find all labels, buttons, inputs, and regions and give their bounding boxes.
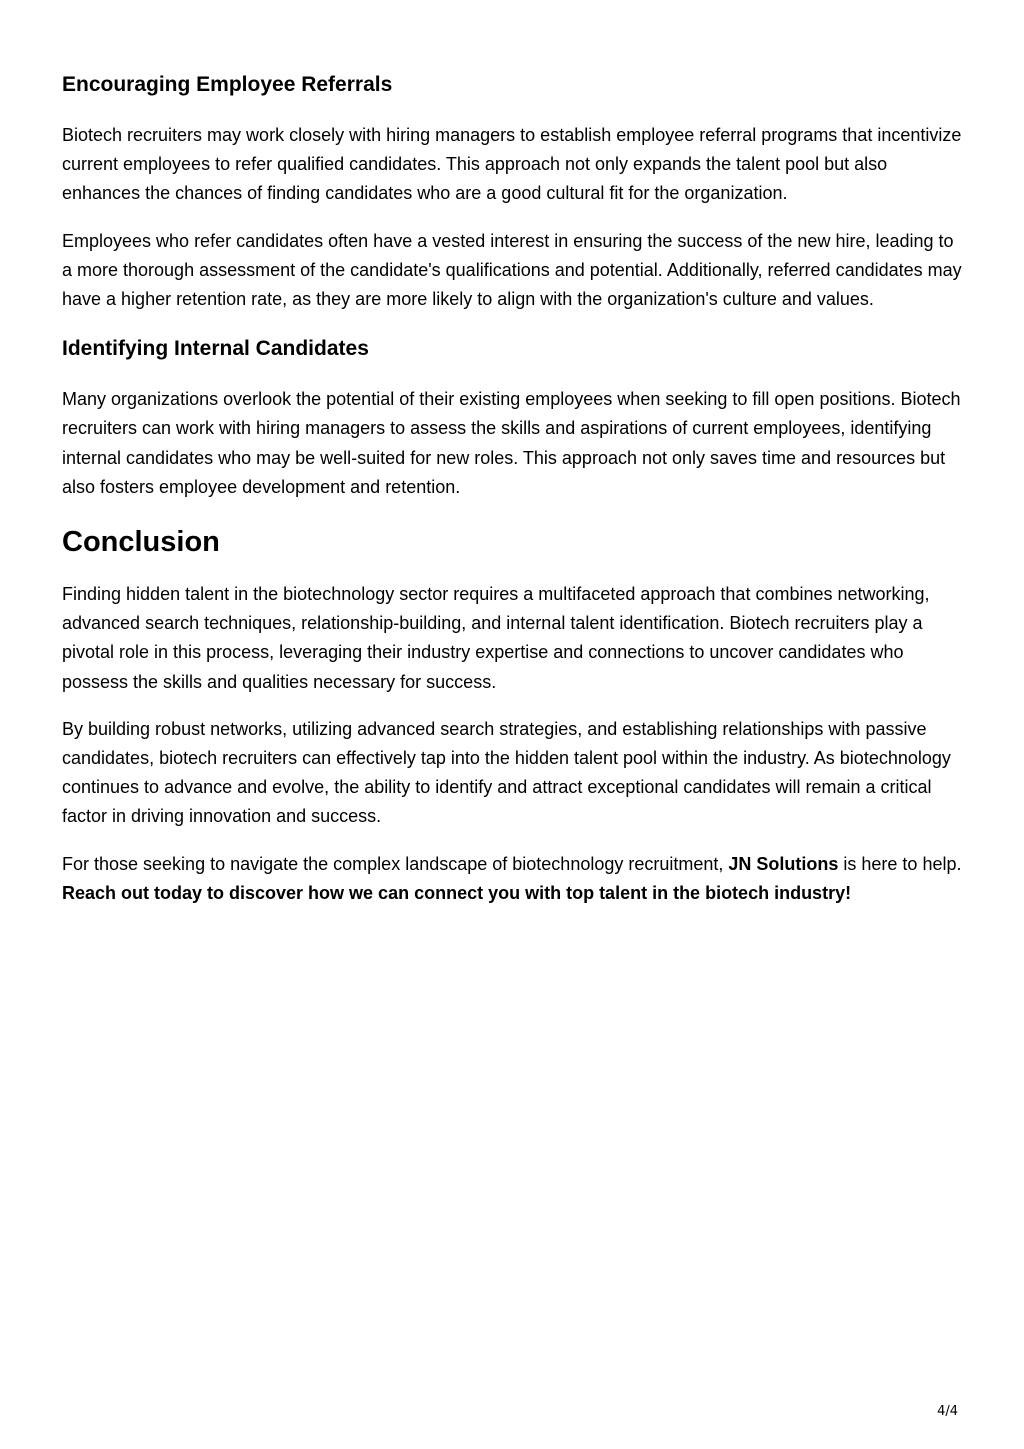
paragraph-conclusion-3-middle: is here to help. <box>838 853 962 874</box>
paragraph-conclusion-3 <box>62 850 968 908</box>
company-name: JN Solutions <box>728 853 839 874</box>
heading-conclusion: Conclusion <box>62 526 220 559</box>
paragraph-conclusion-1: Finding hidden talent in the biotechnology sector requires a multifaceted approach that combines networking, advanced search techniques, relationship-building, and internal talent identification. Biotech recruiters play a pivotal role in this process, leveraging their industry expertise and connections to uncover candidates who possess the skills and qualities necessary for success. <box>62 584 930 692</box>
paragraph-referrals-1: Biotech recruiters may work closely with hiring managers to establish employee referral programs that incentivize current employees to refer qualified candidates. This approach not only expands the talent pool but also enhances the chances of finding candidates who are a good cultural fit for the organization. <box>62 125 962 204</box>
document-page <box>62 68 968 926</box>
heading-employee-referrals: Encouraging Employee Referrals <box>62 73 393 96</box>
page-number: 4/4 <box>937 1404 958 1419</box>
heading-internal-candidates: Identifying Internal Candidates <box>62 337 369 361</box>
paragraph-internal-1: Many organizations overlook the potential of their existing employees when seeking to fill open positions. Biotech recruiters can work with hiring managers to assess the skills and aspirations of current employees, identifying internal candidates who may be well-suited for new roles. This approach not only saves time and resources but also fosters employee development and retention. <box>62 389 961 497</box>
paragraph-conclusion-2: By building robust networks, utilizing advanced search strategies, and establishing relationships with passive candidates, biotech recruiters can effectively tap into the hidden talent pool within the industry. As biotechnology continues to advance and evolve, the ability to identify and attract exceptional candidates will remain a critical factor in driving innovation and success. <box>62 718 951 827</box>
call-to-action: Reach out today to discover how we can connect you with top talent in the biotech industry! <box>62 882 852 903</box>
paragraph-conclusion-3-intro: For those seeking to navigate the complex landscape of biotechnology recruitment, <box>62 853 729 874</box>
paragraph-referrals-2: Employees who refer candidates often have a vested interest in ensuring the success of the new hire, leading to a more thorough assessment of the candidate's qualifications and potential. Additionally, referred candidates may have a higher retention rate, as they are more likely to align with the organization's culture and values. <box>62 230 962 310</box>
